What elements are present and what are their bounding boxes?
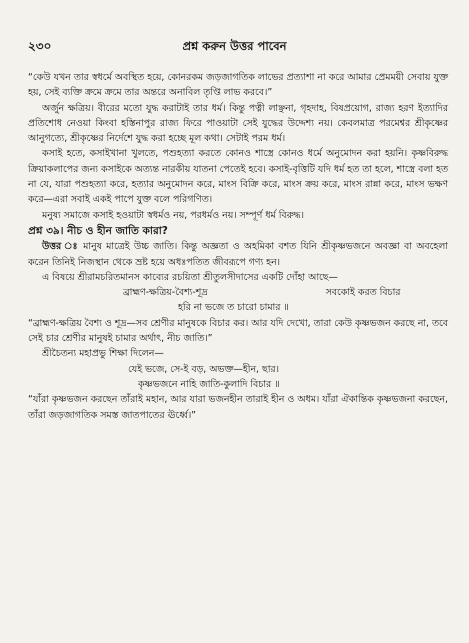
answer-label: উত্তর ঃ	[42, 241, 79, 253]
question-heading: প্রশ্ন ৩৯। নীচ ও হীন জাতি কারা?	[28, 224, 168, 237]
answer-text: মানুষ মাত্রেই উচ্চ জাতি। কিন্তু অজ্ঞতা ও অহমিকা বশত যিনি শ্রীকৃষ্ণভজনে অবজ্ঞা বা অবহেলা করেন তিনিই নিজস্থান থেকে ভ্রষ্ট হয়ে অধঃপতিত জীবরূপে গণ্য হন।	[28, 241, 448, 268]
body-paragraph: অর্জুন ক্ষত্রিয়। বীরের মতো যুদ্ধ করাটাই তার ধর্ম। কিন্তু পত্নী লাঞ্ছনা, গৃহদাহ, বিষপ্রয়োগ, রাজ্য হরণ ইত্যাদির প্রতিশোধ নেওয়া কিংবা হস্তিনাপুর রাজ্য ফিরে পাওয়াটা সেই যুদ্ধের উদ্দেশ্য নয়। কেবলমাত্র পরমেশ্বর শ্রীকৃষ্ণের আনুগত্যে, শ্রীকৃষ্ণের নির্দেশে যুদ্ধ করা হচ্ছে মূল কথা। সেটাই পরম ধর্ম।	[28, 102, 448, 145]
page-body	[28, 70, 448, 423]
body-paragraph: মনুষ্য সমাজে কসাই হওয়াটা স্বধর্মও নয়, পরধর্মও নয়। সম্পূর্ণ ধর্ম বিরুদ্ধ।	[42, 209, 305, 221]
body-paragraph: কসাই হতে, কসাইখানা খুলতে, পশুহত্যা করতে কোনও শাস্ত্রে কোনও ধর্মে অনুমোদন করা হয়নি। কৃষ্ণবিরুদ্ধ ক্রিয়াকলাপের জন্য কসাইকে অত্যন্ত নারকীয় যাতনা পেতেই হবে। কসাই-বৃত্তিটি যদি ধর্ম হত তা হলে, শাস্ত্রে বলা হত না যে, যারা পশুহত্যা করে, হত্যার অনুমোদন করে, মাংস বিক্রি করে, মাংস ক্রয় করে, মাংস রান্না করে, মাংস ভক্ষণ করে—এরা সবাই একই পাপে যুক্ত বলে পরিগণিত।	[28, 148, 448, 206]
answer-paragraph	[28, 239, 448, 270]
page-number: ২৩০	[28, 39, 52, 53]
verse-line: কৃষ্ণভজনে নাহি জাতি-কুলাদি বিচার ॥	[138, 378, 280, 390]
running-title: প্রশ্ন করুন উত্তর পাবেন	[182, 39, 287, 53]
body-paragraph: এ বিষয়ে শ্রীরামচরিতমানস কাব্যের রচয়িতা শ্রীতুলসীদাসের একটি দোঁহা আছে—	[42, 271, 338, 283]
body-paragraph: শ্রীচৈতন্য মহাপ্রভু শিক্ষা দিলেন—	[42, 348, 164, 360]
quote-paragraph: “কেউ যখন তার স্বধর্মে অবস্থিত হয়ে, কোনরকম জড়জাগতিক লাভের প্রত্যাশা না করে আমার প্রেমময়ী সেবায় যুক্ত হয়, সেই ব্যক্তি ক্রমে ক্রমে তার অন্তরে অনাবিল তৃপ্তি লাভ করবে।”	[28, 72, 448, 99]
verse-line	[28, 285, 448, 300]
verse-part: সবকোই করত বিচার	[325, 287, 401, 299]
verse-line: যেই ভজে, সে-ই বড়, অভক্ত—হীন, ছার।	[128, 363, 279, 375]
verse-part: ব্রাহ্মণ-ক্ষত্রিয়-বৈশ্য-শূদ্র	[123, 287, 208, 299]
verse-line: হরি না ভজে ত চারো চামার ॥	[178, 302, 289, 314]
translation-paragraph: “ব্রাহ্মণ-ক্ষত্রিয় বৈশ্য ও শূদ্র—সব শ্রেণীর মানুষকে বিচার কর। আর যদি দেখো, তারা কেউ কৃষ্ণভজন করছে না, তবে সেই চার শ্রেণীর মানুষই চামার অর্থাৎ, নীচ জাতি।”	[28, 317, 448, 345]
quote-paragraph: “যাঁরা কৃষ্ণভজন করছেন তাঁরাই মহান, আর যারা ভজনহীন তারাই হীন ও অধম। যাঁরা ঐকান্তিক কৃষ্ণভজনা করছেন, তাঁরা জড়জাগতিক সমস্ত জাতপাতের ঊর্ধ্বে।”	[28, 394, 448, 421]
page-header	[0, 38, 469, 56]
